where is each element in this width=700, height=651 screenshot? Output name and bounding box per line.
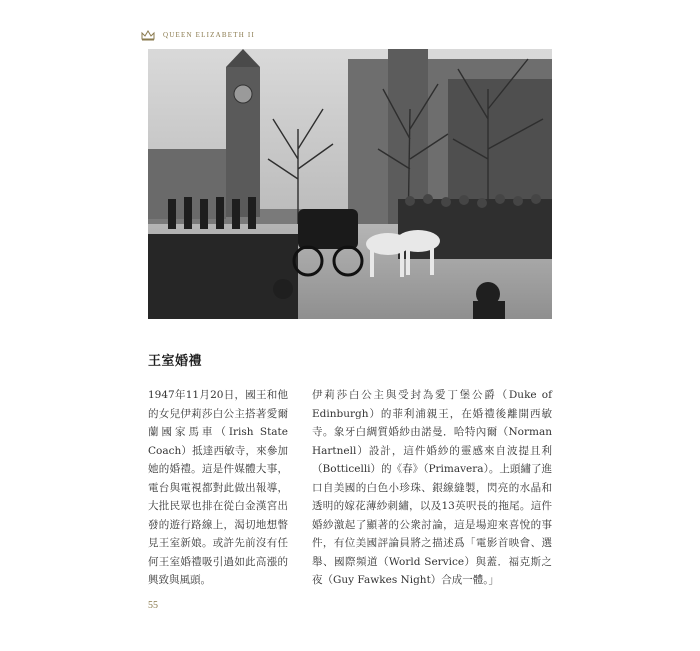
- procession-photo: [148, 49, 552, 319]
- running-header: [141, 28, 255, 42]
- body-text-right: 伊莉莎白公主與受封為愛丁堡公爵（Duke of Edinburgh）的菲利浦親王，在婚禮後離開西敏寺。象牙白綢質婚紗由諾曼．哈特內爾（Norman Hartnell）設計，這件婚紗的靈感來自波提且利（Botticelli）的《春》（Primavera）。上頭繡了進口自美國的白色小珍珠、銀線縫製，閃亮的水晶和透明的嫁花薄紗刺繡，以及13英呎長的拖尾。這件婚紗激起了顯著的公衆討論，這是場迎來喜悅的事件，有位美國評論員將之描述爲「電影首映會、選舉、國際頻道（World Service）與蓋．福克斯之夜（Guy Fawkes Night）合成一體。」: [312, 389, 552, 586]
- section-title: 王室婚禮: [148, 354, 203, 369]
- body-text-left: 1947年11月20日，國王和他的女兒伊莉莎白公主搭著愛爾蘭國家馬車（Irish State Coach）抵達西敏寺，來參加她的婚禮。這是件媒體大事，電台與電視都對此做出報導，大批民眾也排在從白金漢宮出發的遊行路線上，渴切地想瞥見王室新娘。或許先前沒有任何王室婚禮吸引過如此高漲的興致與風頭。: [148, 389, 288, 586]
- running-title: QUEEN ELIZABETH II: [163, 31, 255, 39]
- crown-icon: [141, 29, 155, 41]
- page-number: 55: [148, 600, 158, 611]
